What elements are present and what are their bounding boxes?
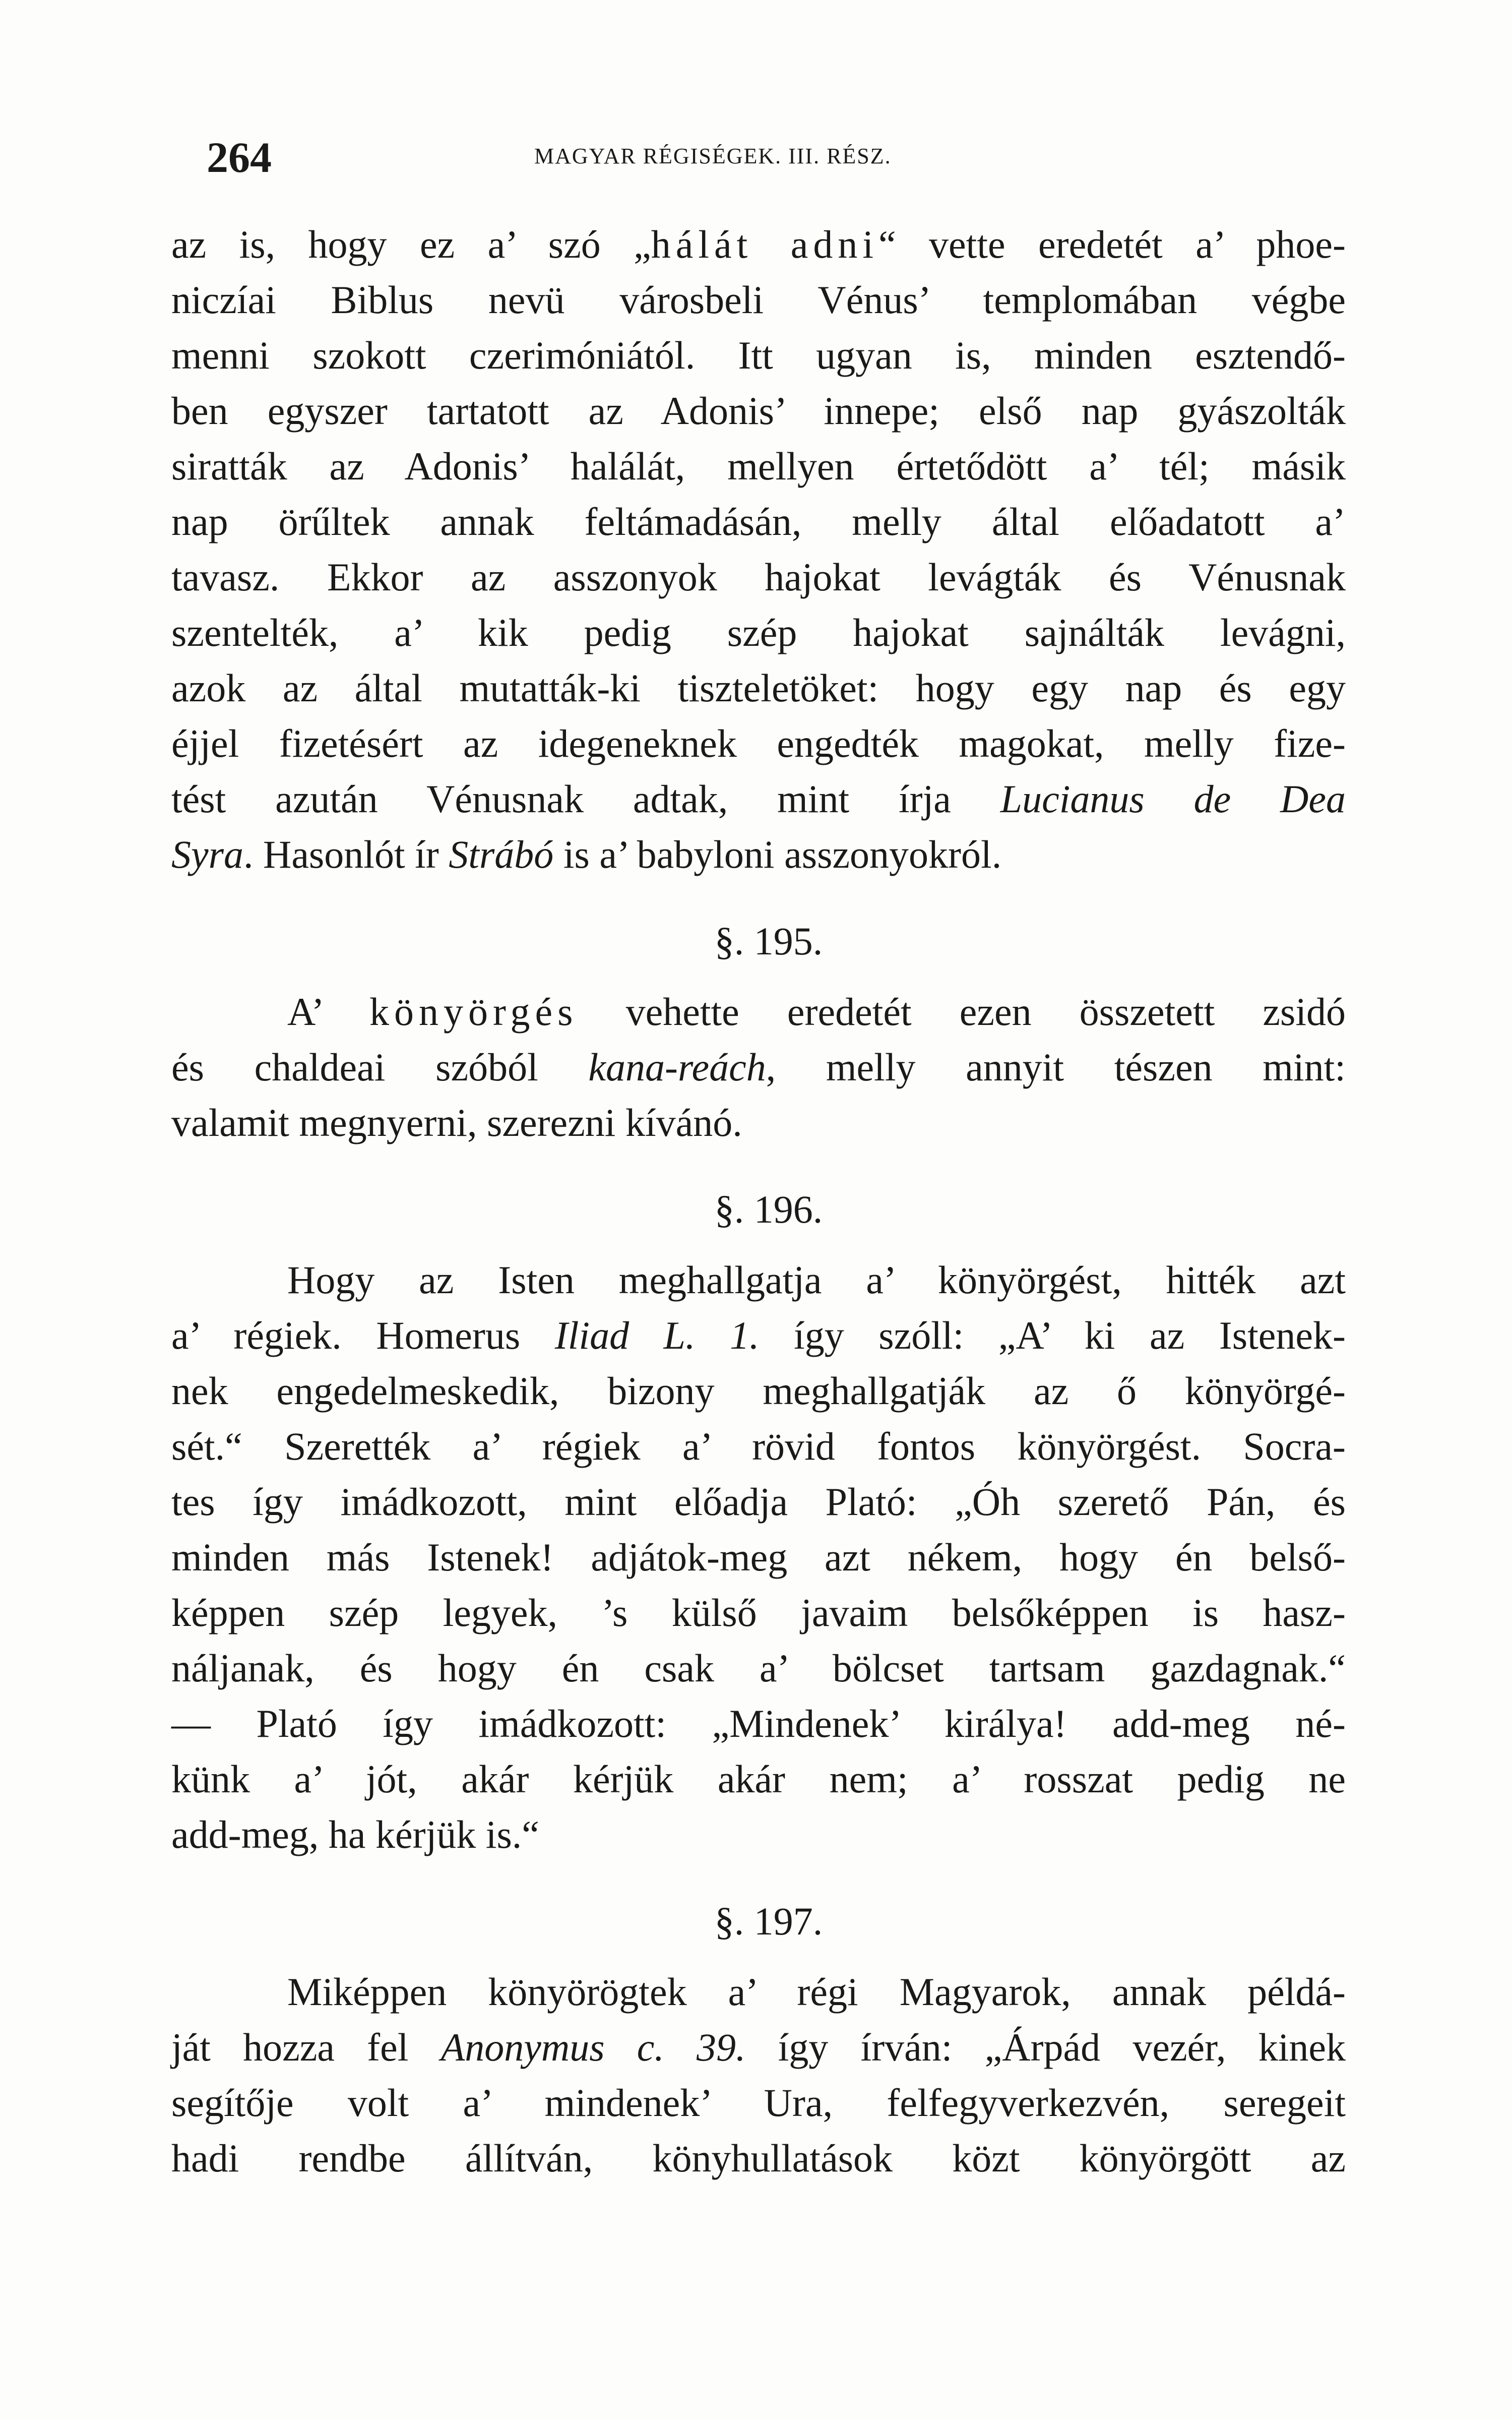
text-line: menni szokott czerimóniától. Itt ugyan is, minden esztendő-	[171, 333, 1346, 377]
text-line: tést azután Vénusnak adtak, mint írja Lucianus de Dea	[171, 777, 1346, 821]
text-line: nap örűltek annak feltámadásán, melly által előadatott a’	[171, 500, 1346, 543]
emphasis-spaced: könyörgés	[369, 990, 578, 1034]
text-line: Syra. Hasonlót ír Strábó is a’ babyloni asszonyokról.	[171, 832, 1002, 876]
text-line: hadi rendbe állítván, könyhullatások közt könyörgött az	[171, 2136, 1346, 2180]
citation: Iliad L. 1.	[554, 1313, 760, 1357]
text-line: siratták az Adonis’ halálát, mellyen értetődött a’ tél; másik	[171, 444, 1346, 488]
text-line: nek engedelmeskedik, bizony meghallgatják az ő könyörgé-	[171, 1369, 1346, 1413]
text-line: és chaldeai szóból kana-reách, melly annyit tészen mint:	[171, 1045, 1346, 1089]
text-line: künk a’ jót, akár kérjük akár nem; a’ rosszat pedig ne	[171, 1757, 1346, 1801]
text-line: képpen szép legyek, ’s külső javaim belsőképpen is hasz-	[171, 1591, 1346, 1635]
page-number: 264	[207, 133, 272, 182]
paragraph-adonis	[171, 217, 1346, 882]
section-heading-197: §. 197.	[714, 1899, 823, 1943]
page-body	[171, 217, 1346, 2186]
text-line: éjjel fizetésért az idegeneknek engedték magokat, melly fize-	[171, 721, 1346, 765]
citation: Syra	[171, 832, 243, 876]
text-line: tavasz. Ekkor az asszonyok hajokat levágták és Vénusnak	[171, 555, 1346, 599]
running-head: MAGYAR RÉGISÉGEK. III. RÉSZ.	[534, 144, 892, 168]
text-line: Hogy az Isten meghallgatja a’ könyörgést, hitték azt	[287, 1258, 1346, 1302]
text-line: niczíai Biblus nevü városbeli Vénus’ templomában végbe	[171, 278, 1346, 322]
text-line: a’ régiek. Homerus Iliad L. 1. így szóll: „A’ ki az Istenek-	[171, 1313, 1346, 1357]
text-line: valamit megnyerni, szerezni kívánó.	[171, 1101, 742, 1144]
text-line: tes így imádkozott, mint előadja Plató: „Óh szerető Pán, és	[171, 1480, 1346, 1524]
section-heading-195: §. 195.	[714, 919, 823, 963]
paragraph-197	[171, 1964, 1346, 2186]
text-line: add-meg, ha kérjük is.“	[171, 1812, 539, 1856]
text-line: minden más Istenek! adjátok-meg azt nékem, hogy én belső-	[171, 1535, 1346, 1579]
text-line: az is, hogy ez a’ szó „hálát adni“ vette eredetét a’ phoe-	[171, 222, 1346, 266]
citation: Lucianus de Dea	[1000, 777, 1346, 821]
paragraph-196	[171, 1252, 1346, 1862]
page-header	[171, 132, 1361, 182]
text-line: Miképpen könyörögtek a’ régi Magyarok, annak példá-	[287, 1970, 1346, 2014]
author-name: Strábó	[449, 832, 554, 876]
section-heading-196: §. 196.	[714, 1187, 823, 1231]
text-line: azok az által mutatták-ki tiszteletöket: hogy egy nap és egy	[171, 666, 1346, 710]
text-line: A’ könyörgés vehette eredetét ezen összetett zsidó	[287, 990, 1346, 1034]
text-line: sét.“ Szerették a’ régiek a’ rövid fontos könyörgést. Socra-	[171, 1424, 1346, 1468]
text-line: szentelték, a’ kik pedig szép hajokat sajnálták levágni,	[171, 611, 1346, 654]
hebrew-term: kana-reách	[588, 1045, 766, 1089]
text-line: ját hozza fel Anonymus c. 39. így írván: „Árpád vezér, kinek	[171, 2025, 1346, 2069]
emphasis-spaced: hálát adni	[651, 222, 879, 266]
citation: Anonymus c. 39.	[440, 2025, 746, 2069]
text-line: segítője volt a’ mindenek’ Ura, felfegyverkezvén, seregeit	[171, 2081, 1346, 2125]
paragraph-195	[171, 984, 1346, 1151]
text-line: — Plató így imádkozott: „Mindenek’ királya! add-meg né-	[171, 1702, 1346, 1745]
text-line: ben egyszer tartatott az Adonis’ innepe; első nap gyászolták	[171, 389, 1346, 433]
text-line: náljanak, és hogy én csak a’ bölcset tartsam gazdagnak.“	[171, 1646, 1346, 1690]
